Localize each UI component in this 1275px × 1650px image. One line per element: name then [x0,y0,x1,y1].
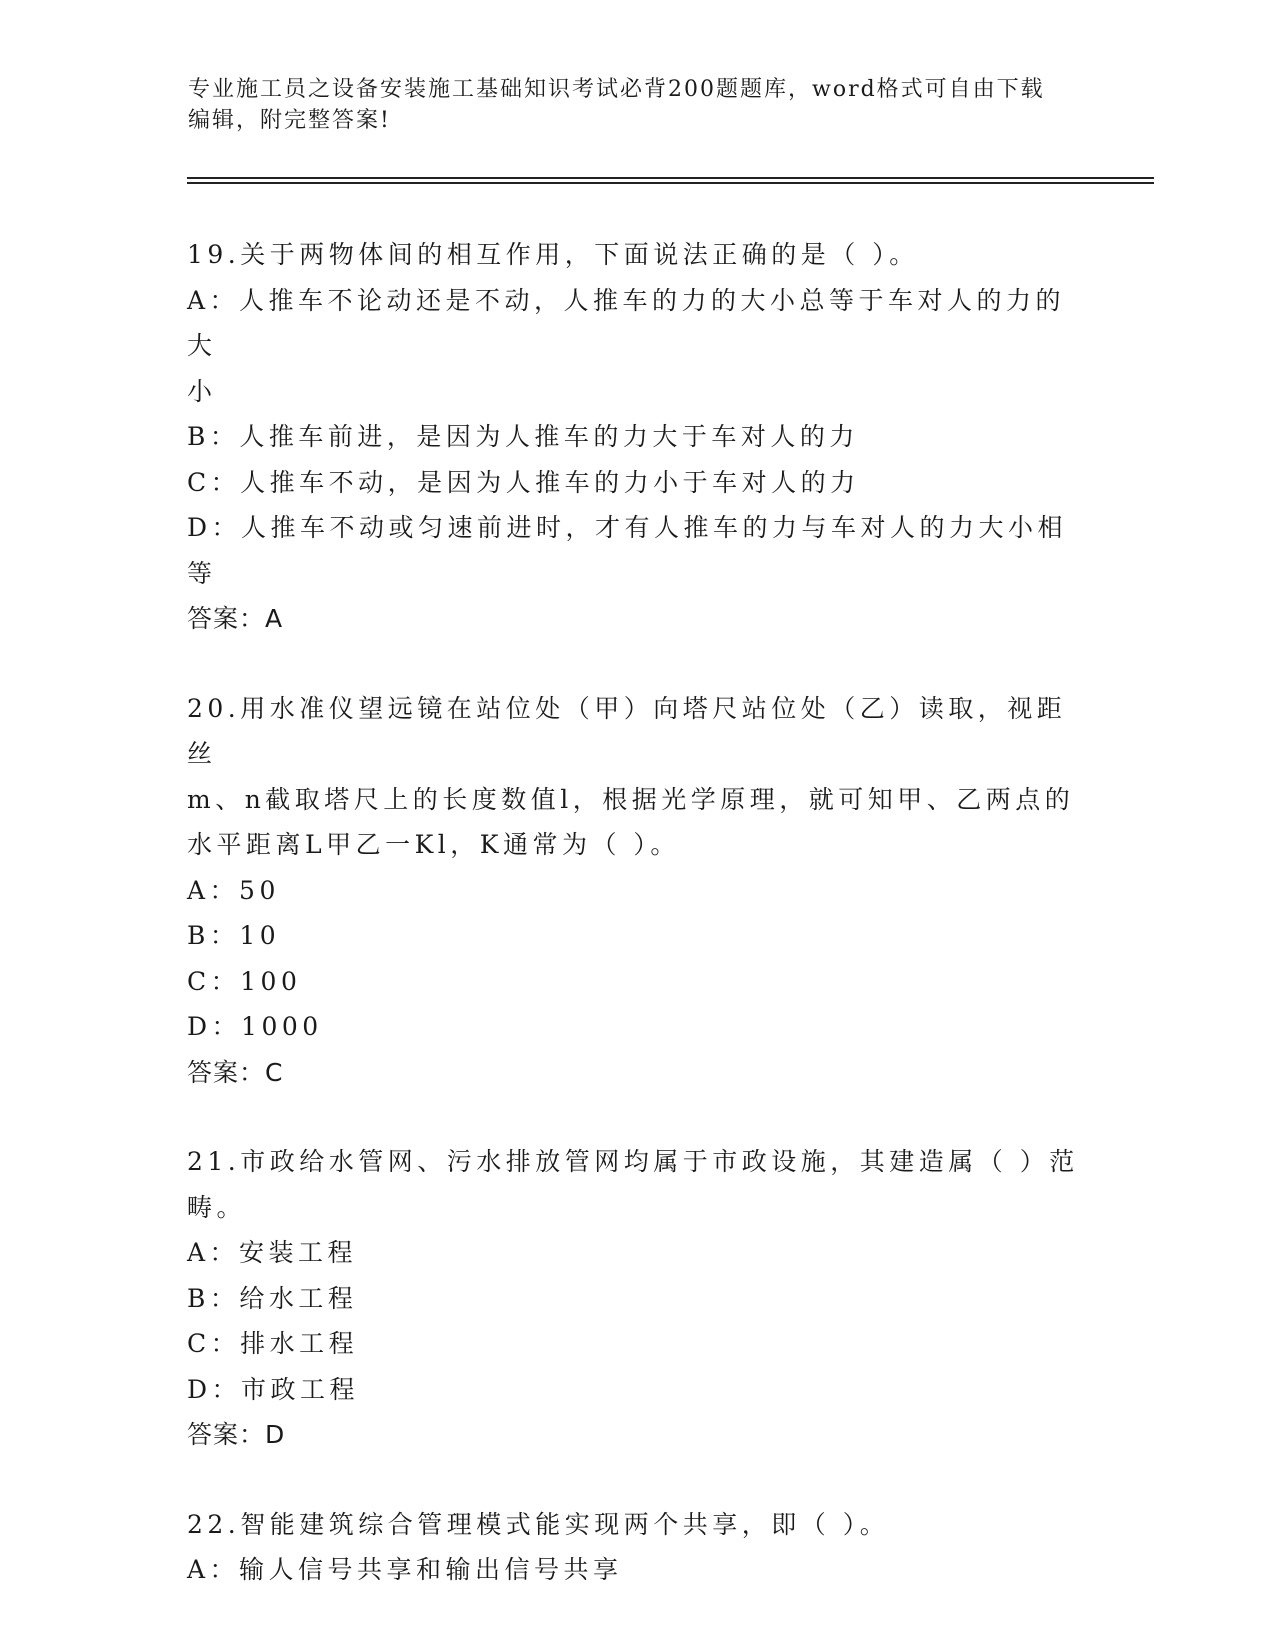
question-20 [187,686,1087,1096]
option-b: B：人推车前进，是因为人推车的力大于车对人的力 [187,422,859,451]
option-d: D：市政工程 [187,1374,360,1404]
question-stem-continued: m、n截取塔尺上的长度数值l，根据光学原理，就可知甲、乙两点的 [187,784,1075,814]
header-rule-bottom [187,182,1154,184]
option-a: A：安装工程 [187,1238,358,1267]
option-a-continued: 小 [187,376,217,406]
question-stem: 20.用水准仪望远镜在站位处（甲）向塔尺站位处（乙）读取，视距丝 [187,693,1067,768]
answer-text: 答案：C [187,1057,284,1087]
question-stem: 21.市政给水管网、污水排放管网均属于市政设施，其建造属（ ）范 [187,1147,1079,1176]
answer-text: 答案：A [187,604,284,633]
question-list [187,232,1087,1637]
question-19 [187,232,1087,642]
question-stem: 19.关于两物体间的相互作用，下面说法正确的是（ ）。 [187,240,919,269]
option-a: A：输人信号共享和输出信号共享 [187,1555,623,1584]
header-rule-top [187,177,1154,179]
option-c: C：人推车不动，是因为人推车的力小于车对人的力 [187,467,860,497]
document-title: 专业施工员之设备安装施工基础知识考试必背200题题库，word格式可自由下载编辑，附完整答案! [188,77,1045,133]
option-c: C：100 [187,966,302,996]
option-d: D：1000 [187,1012,323,1041]
answer-text: 答案：D [187,1420,286,1449]
option-b: B：给水工程 [187,1283,358,1313]
question-21 [187,1139,1087,1458]
option-d: D：人推车不动或匀速前进时，才有人推车的力与车对人的力大小相等 [187,513,1068,588]
option-a: A：50 [187,875,280,905]
question-22 [187,1502,1087,1593]
question-stem: 22.智能建筑综合管理模式能实现两个共享，即（ ）。 [187,1509,890,1539]
option-b: B：10 [187,921,281,950]
option-a: A：人推车不论动还是不动，人推车的力的大小总等于车对人的力的大 [187,285,1066,360]
question-stem-continued: 水平距离L甲乙一Kl，K通常为（ ）。 [187,830,680,859]
question-stem-continued: 畴。 [187,1192,247,1222]
document-header [188,74,1068,136]
option-c: C：排水工程 [187,1329,359,1358]
